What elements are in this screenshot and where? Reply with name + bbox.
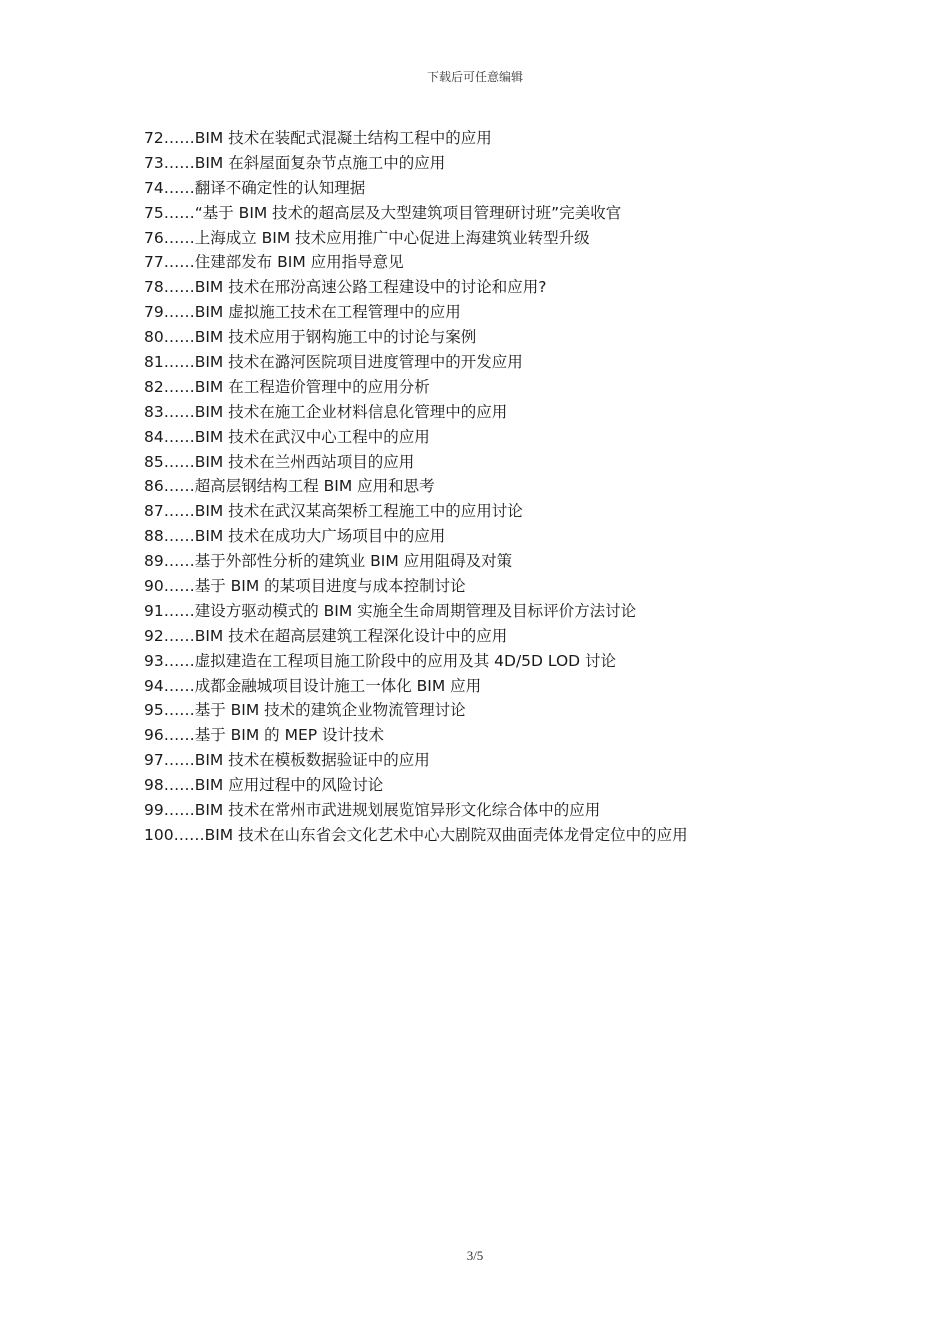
toc-item: 93……虚拟建造在工程项目施工阶段中的应用及其 4D/5D LOD 讨论 <box>144 651 617 670</box>
toc-item: 97……BIM 技术在模板数据验证中的应用 <box>144 751 430 770</box>
toc-item: 76……上海成立 BIM 技术应用推广中心促进上海建筑业转型升级 <box>144 228 590 247</box>
toc-item: 91……建设方驱动模式的 BIM 实施全生命周期管理及目标评价方法讨论 <box>144 601 637 620</box>
page-number: 3/5 <box>466 1248 484 1263</box>
toc-list <box>144 126 904 848</box>
toc-item: 95……基于 BIM 技术的建筑企业物流管理讨论 <box>144 701 466 720</box>
toc-item: 96……基于 BIM 的 MEP 设计技术 <box>144 726 385 745</box>
toc-item: 79……BIM 虚拟施工技术在工程管理中的应用 <box>144 303 461 322</box>
toc-item: 100……BIM 技术在山东省会文化艺术中心大剧院双曲面壳体龙骨定位中的应用 <box>144 825 688 844</box>
toc-item: 75……“基于 BIM 技术的超高层及大型建筑项目管理研讨班”完美收官 <box>144 203 622 222</box>
toc-item: 86……超高层钢结构工程 BIM 应用和思考 <box>144 477 435 496</box>
toc-item: 88……BIM 技术在成功大广场项目中的应用 <box>144 527 446 546</box>
toc-item: 73……BIM 在斜屋面复杂节点施工中的应用 <box>144 153 446 172</box>
toc-item: 87……BIM 技术在武汉某高架桥工程施工中的应用讨论 <box>144 502 523 521</box>
toc-item: 85……BIM 技术在兰州西站项目的应用 <box>144 452 415 471</box>
toc-item: 72……BIM 技术在装配式混凝土结构工程中的应用 <box>144 129 492 147</box>
toc-item: 92……BIM 技术在超高层建筑工程深化设计中的应用 <box>144 626 508 645</box>
toc-item: 78……BIM 技术在邢汾高速公路工程建设中的讨论和应用? <box>144 278 547 297</box>
toc-item: 74……翻译不确定性的认知理据 <box>144 178 366 197</box>
toc-item: 82……BIM 在工程造价管理中的应用分析 <box>144 377 430 396</box>
toc-item: 84……BIM 技术在武汉中心工程中的应用 <box>144 427 430 446</box>
toc-item: 98……BIM 应用过程中的风险讨论 <box>144 776 384 795</box>
toc-item: 81……BIM 技术在潞河医院项目进度管理中的开发应用 <box>144 353 523 372</box>
toc-item: 94……成都金融城项目设计施工一体化 BIM 应用 <box>144 676 482 695</box>
toc-item: 77……住建部发布 BIM 应用指导意见 <box>144 253 404 272</box>
page-header: 下载后可任意编辑 <box>426 70 523 84</box>
toc-item: 89……基于外部性分析的建筑业 BIM 应用阻碍及对策 <box>144 552 513 571</box>
toc-item: 80……BIM 技术应用于钢构施工中的讨论与案例 <box>144 328 477 347</box>
toc-item: 90……基于 BIM 的某项目进度与成本控制讨论 <box>144 577 466 596</box>
toc-item: 99……BIM 技术在常州市武进规划展览馆异形文化综合体中的应用 <box>144 801 601 820</box>
toc-item: 83……BIM 技术在施工企业材料信息化管理中的应用 <box>144 402 508 421</box>
